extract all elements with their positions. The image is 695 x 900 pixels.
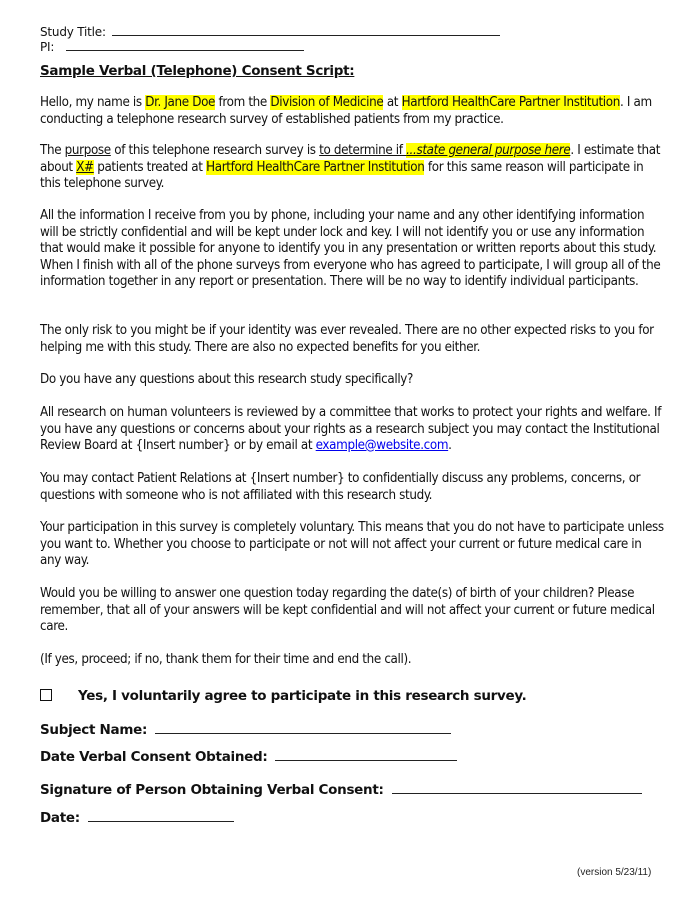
paragraph-irb [40, 405, 665, 455]
text: . I estimate that about [40, 143, 661, 175]
date-label: Date: [40, 810, 80, 826]
date-consent-label: Date Verbal Consent Obtained: [40, 749, 268, 765]
purpose-placeholder-highlight: ...state general purpose here [406, 143, 571, 158]
date-row [40, 809, 234, 826]
signature-label: Signature of Person Obtaining Verbal Consent: [40, 782, 384, 798]
division-highlight: Division of Medicine [270, 95, 384, 110]
patient-count-highlight: X# [76, 159, 94, 175]
signature-row [40, 781, 642, 798]
text: All research on human volunteers is reviewed by a committee that works to protect your rights and welfare. If you have any questions or concerns about your rights as a research subject you may contact the Institutional Review Board at {Insert number} or by email at [40, 405, 662, 453]
date-field[interactable] [88, 809, 234, 822]
researcher-name-highlight: Dr. Jane Doe [145, 95, 216, 110]
date-consent-row [40, 748, 457, 765]
study-title-blank[interactable] [112, 34, 500, 36]
pi-label: PI: [40, 40, 55, 54]
subject-name-label: Subject Name: [40, 722, 148, 738]
text: patients treated at [93, 159, 207, 175]
version-label: (version 5/23/11) [577, 867, 652, 878]
text: of this telephone research survey is [110, 143, 320, 158]
purpose-underline: purpose [64, 143, 111, 158]
text: Hello, my name is [40, 95, 146, 110]
study-title-label: Study Title: [40, 25, 106, 39]
subject-name-field[interactable] [155, 721, 451, 734]
paragraph-risks: The only risk to you might be if your identity was ever revealed. There are no other expected risks to you for helping me with this study. There are also no expected benefits for you either. [40, 323, 654, 355]
paragraph-confidentiality: All the information I receive from you by phone, including your name and any other identifying information will be strictly confidential and will be kept under lock and key. I will not identify you or use any information that would make it possible for anyone to identify you in any presentation or written reports about this study. When I finish with all of the phone surveys from everyone who has agreed to participate, I will group all of the information together in any report or presentation. There will be no way to identify individual participants. [40, 208, 661, 289]
text: for this same reason will participate in this telephone survey. [40, 159, 644, 191]
pi-row [40, 40, 304, 54]
text: from the [215, 95, 271, 110]
study-title-row [40, 25, 500, 39]
signature-field[interactable] [392, 781, 642, 794]
text: The [40, 143, 65, 158]
consent-checkbox[interactable] [40, 689, 52, 701]
paragraph-instructions: (If yes, proceed; if no, thank them for their time and end the call). [40, 652, 412, 667]
document-title: Sample Verbal (Telephone) Consent Script: [40, 63, 355, 79]
consent-checkbox-label: Yes, I voluntarily agree to participate in this research survey. [78, 688, 527, 704]
paragraph-introduction [40, 95, 665, 128]
date-consent-field[interactable] [275, 748, 457, 761]
irb-email-link[interactable]: example@website.com [315, 438, 449, 453]
paragraph-patient-relations: You may contact Patient Relations at {Insert number} to confidentially discuss any problems, concerns, or questions with someone who is not affiliated with this research study. [40, 471, 641, 503]
paragraph-voluntary: Your participation in this survey is completely voluntary. This means that you do not have to participate unless you want to. Whether you choose to participate or not will not affect your current or future medical care in any way. [40, 520, 664, 568]
text: at [383, 95, 402, 110]
pi-blank[interactable] [66, 49, 304, 51]
paragraph-question-request: Would you be willing to answer one question today regarding the date(s) of birth of your children? Please remember, that all of your answers will be kept confidential and will not affect your current or future medical care. [40, 586, 655, 634]
text: . I am conducting a telephone research survey of established patients from my practice. [40, 95, 652, 127]
text: . [448, 438, 452, 453]
paragraph-questions: Do you have any questions about this research study specifically? [40, 372, 414, 387]
institution-highlight: Hartford HealthCare Partner Institution [206, 159, 425, 175]
institution-highlight: Hartford HealthCare Partner Institution [401, 95, 620, 110]
consent-checkbox-row [40, 688, 526, 704]
subject-name-row [40, 721, 451, 738]
determine-underline: to determine if [319, 143, 407, 158]
paragraph-purpose [40, 143, 665, 193]
